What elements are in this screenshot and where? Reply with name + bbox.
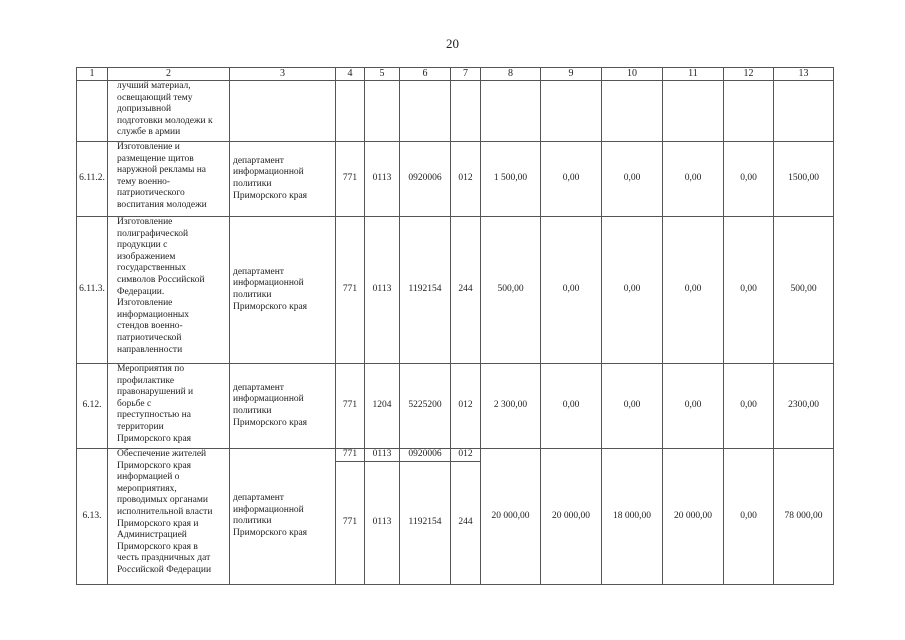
item-description: Обеспечение жителей Приморского края информацией о мероприятиях, проводимых органами исполнительной власти Приморского края и Администрацией Приморского края в честь праздничных дат Российской Федерации — [117, 449, 213, 575]
item-description: Изготовление полиграфической продукции с изображением государственных символов Российской Федерации. Изготовление информационных стендов военно- патриотической направленности — [117, 217, 205, 355]
column-header: 11 — [663, 68, 724, 81]
code-target: 1192154 — [400, 217, 451, 364]
department-cell — [230, 81, 336, 142]
total-cell: 500,00 — [774, 217, 834, 364]
column-header: 3 — [230, 68, 336, 81]
code-grbs — [336, 81, 365, 142]
code-target: 0920006 — [400, 142, 451, 217]
code-section: 1204 — [365, 364, 400, 449]
item-number: 6.13. — [77, 449, 108, 585]
amount-cell: 1 500,00 — [481, 142, 541, 217]
item-description-cell — [108, 142, 230, 217]
amount-cell — [724, 81, 774, 142]
code-section: 0113 — [365, 461, 400, 584]
code-grbs: 771 — [336, 217, 365, 364]
code-target — [400, 81, 451, 142]
item-number — [77, 81, 108, 142]
code-section — [365, 81, 400, 142]
amount-cell — [663, 81, 724, 142]
column-header: 1 — [77, 68, 108, 81]
column-header: 5 — [365, 68, 400, 81]
department: департамент информационной политики Приморского края — [233, 493, 308, 538]
code-type — [451, 81, 481, 142]
amount-cell: 0,00 — [602, 142, 663, 217]
amount-cell: 0,00 — [724, 217, 774, 364]
department: департамент информационной политики Приморского края — [233, 266, 308, 312]
amount-cell: 0,00 — [541, 217, 602, 364]
amount-cell: 0,00 — [663, 364, 724, 449]
amount-cell: 20 000,00 — [541, 449, 602, 585]
code-section: 0113 — [365, 142, 400, 217]
item-description: Мероприятия по профилактике правонарушений и борьбе с преступностью на территории Приморского края — [117, 364, 194, 444]
amount-cell: 20 000,00 — [481, 449, 541, 585]
column-header: 2 — [108, 68, 230, 81]
amount-cell — [602, 81, 663, 142]
item-description-cell — [108, 217, 230, 364]
column-header: 7 — [451, 68, 481, 81]
item-description-cell — [108, 449, 230, 585]
amount-cell: 0,00 — [724, 364, 774, 449]
code-type: 012 — [451, 142, 481, 217]
department-cell — [230, 364, 336, 449]
code-target: 0920006 — [400, 449, 451, 462]
item-description-cell — [108, 364, 230, 449]
amount-cell: 500,00 — [481, 217, 541, 364]
code-type: 012 — [451, 449, 481, 462]
table-row — [77, 449, 834, 462]
amount-cell: 0,00 — [663, 217, 724, 364]
page-number: 20 — [446, 36, 459, 51]
amount-cell: 0,00 — [663, 142, 724, 217]
table-row — [77, 364, 834, 449]
code-section: 0113 — [365, 449, 400, 462]
amount-cell: 20 000,00 — [663, 449, 724, 585]
column-header: 6 — [400, 68, 451, 81]
code-grbs: 771 — [336, 364, 365, 449]
amount-cell: 0,00 — [602, 217, 663, 364]
code-grbs: 771 — [336, 142, 365, 217]
code-target: 5225200 — [400, 364, 451, 449]
amount-cell — [481, 81, 541, 142]
amount-cell: 0,00 — [724, 142, 774, 217]
code-grbs: 771 — [336, 449, 365, 462]
code-type: 244 — [451, 217, 481, 364]
amount-cell: 0,00 — [724, 449, 774, 585]
item-description: Изготовление и размещение щитов наружной рекламы на тему военно- патриотического воспитания молодежи — [117, 142, 207, 210]
amount-cell: 0,00 — [541, 364, 602, 449]
column-header: 13 — [774, 68, 834, 81]
column-header: 9 — [541, 68, 602, 81]
amount-cell: 0,00 — [602, 364, 663, 449]
budget-table — [76, 67, 834, 585]
total-cell: 78 000,00 — [774, 449, 834, 585]
item-description-cell — [108, 81, 230, 142]
table-row — [77, 81, 834, 142]
header-row — [77, 68, 834, 81]
item-number: 6.11.3. — [77, 217, 108, 364]
total-cell: 2300,00 — [774, 364, 834, 449]
code-type: 012 — [451, 364, 481, 449]
department: департамент информационной политики Приморского края — [233, 382, 308, 428]
item-number: 6.11.2. — [77, 142, 108, 217]
total-cell — [774, 81, 834, 142]
code-target: 1192154 — [400, 461, 451, 584]
total-cell: 1500,00 — [774, 142, 834, 217]
department: департамент информационной политики Приморского края — [233, 155, 308, 201]
column-header: 12 — [724, 68, 774, 81]
code-grbs: 771 — [336, 461, 365, 584]
amount-cell: 2 300,00 — [481, 364, 541, 449]
code-type: 244 — [451, 461, 481, 584]
code-section: 0113 — [365, 217, 400, 364]
column-header: 10 — [602, 68, 663, 81]
item-description: лучший материал, освещающий тему допризывной подготовки молодежи к службе в армии — [117, 81, 213, 138]
table-row — [77, 142, 834, 217]
item-number: 6.12. — [77, 364, 108, 449]
table-row — [77, 217, 834, 364]
amount-cell: 18 000,00 — [602, 449, 663, 585]
department-cell — [230, 217, 336, 364]
amount-cell: 0,00 — [541, 142, 602, 217]
department-cell — [230, 142, 336, 217]
amount-cell — [541, 81, 602, 142]
column-header: 4 — [336, 68, 365, 81]
department-cell — [230, 449, 336, 585]
column-header: 8 — [481, 68, 541, 81]
